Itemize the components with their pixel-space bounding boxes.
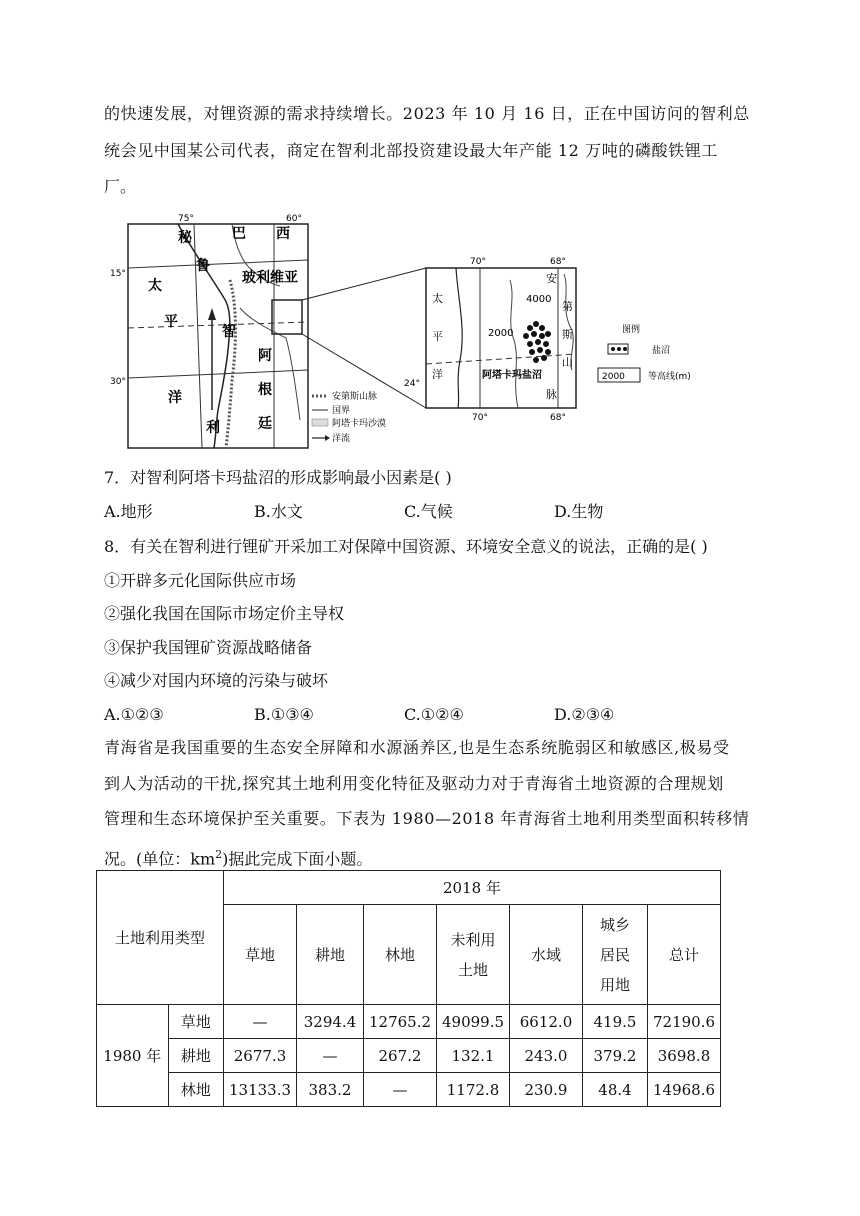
q8-item-3: ③保护我国锂矿资源战略储备 [104, 638, 313, 657]
table-cell: 72190.6 [648, 1005, 721, 1039]
right-inset-map [404, 257, 576, 423]
col-header-total: 总计 [648, 905, 721, 1005]
table-corner: 土地利用类型 [97, 871, 224, 1005]
legend-current: 洋流 [332, 434, 351, 444]
legend-salt: 盐沼 [652, 346, 671, 356]
inset-andes-5: 脉 [546, 388, 557, 401]
legend-title: 图例 [622, 325, 641, 335]
table-cell: 3294.4 [297, 1005, 364, 1039]
legend-contour: 等高线(m) [648, 372, 691, 382]
inset-lon-70-top: 70° [470, 257, 486, 267]
pacific-label-2: 平 [164, 314, 178, 330]
q7-option-c[interactable]: C.气候 [404, 502, 453, 521]
inset-lon-68-bottom: 68° [550, 413, 566, 423]
lon-75-label: 75° [178, 214, 194, 224]
pacific-label-3: 洋 [168, 390, 182, 406]
table-cell: 379.2 [583, 1039, 648, 1073]
unit-superscript: 2 [215, 848, 223, 861]
table-cell: 14968.6 [648, 1073, 721, 1107]
table-cell: 419.5 [583, 1005, 648, 1039]
row-label: 耕地 [168, 1039, 223, 1073]
q8-item-4: ④减少对国内环境的污染与破坏 [104, 671, 329, 690]
table-cell: — [297, 1039, 364, 1073]
inset-andes-4: 山 [562, 356, 573, 369]
table-row [97, 1039, 721, 1073]
inset-lon-70-bottom: 70° [472, 413, 488, 423]
row-label: 草地 [168, 1005, 223, 1039]
lon-60-label: 60° [286, 214, 302, 224]
table-row [97, 1005, 721, 1039]
para2-line-1: 青海省是我国重要的生态安全屏障和水源涵养区,也是生态系统脆弱区和敏感区,极易受 [104, 738, 730, 757]
argentina-label-1: 阿 [258, 348, 272, 364]
inset-pacific-1: 太 [432, 292, 443, 305]
bolivia-label: 玻利维亚 [242, 270, 298, 286]
q7-option-d[interactable]: D.生物 [554, 502, 604, 521]
table-cell: 230.9 [510, 1073, 583, 1107]
q7-option-a[interactable]: A.地形 [104, 502, 153, 521]
col-header-water: 水域 [510, 905, 583, 1005]
argentina-label-3: 廷 [258, 416, 272, 432]
table-cell: 243.0 [510, 1039, 583, 1073]
contour-2000-label: 2000 [488, 328, 514, 339]
col-header-grassland: 草地 [224, 905, 297, 1005]
para2-line-4-b: )据此完成下面小题。 [222, 849, 373, 869]
peru-label-1: 秘 [178, 230, 192, 246]
brazil-label-2: 西 [276, 226, 290, 242]
table-cell: 12765.2 [364, 1005, 437, 1039]
inset-andes-3: 斯 [562, 328, 573, 341]
chile-location-map [110, 210, 691, 450]
para2-line-3: 管理和生态环境保护至关重要。下表为 1980—2018 年青海省土地利用类型面积转移情 [104, 809, 750, 828]
inset-lon-68-top: 68° [550, 257, 566, 267]
table-cell: — [364, 1073, 437, 1107]
year-2018-header: 2018 年 [224, 871, 721, 905]
chile-label-2: 利 [206, 420, 220, 436]
intro-line-3: 厂。 [104, 177, 137, 196]
year-1980-header: 1980 年 [97, 1005, 169, 1107]
para2-line-4 [104, 845, 372, 869]
col-header-cropland: 耕地 [297, 905, 364, 1005]
table-cell: 132.1 [437, 1039, 510, 1073]
legend-desert: 阿塔卡玛沙漠 [332, 419, 387, 429]
q8-option-b[interactable]: B.①③④ [254, 705, 314, 724]
row-label: 林地 [168, 1073, 223, 1107]
col-header-unused-land: 未利用 土地 [437, 905, 510, 1005]
left-map-legend [312, 390, 386, 444]
q7-option-b[interactable]: B.水文 [254, 502, 303, 521]
intro-line-1: 的快速发展，对锂资源的需求持续增长。2023 年 10 月 16 日，正在中国访问的智利总 [104, 104, 750, 123]
table-cell: 2677.3 [224, 1039, 297, 1073]
q8-option-a[interactable]: A.①②③ [104, 705, 164, 724]
pacific-label-1: 太 [148, 278, 162, 294]
inset-andes-2: 第 [562, 300, 573, 313]
contour-4000-label: 4000 [526, 294, 552, 305]
q8-option-d[interactable]: D.②③④ [554, 705, 615, 724]
lat-30-label: 30° [110, 377, 126, 387]
chile-label-1: 智 [222, 324, 236, 340]
inset-pacific-2: 平 [432, 330, 443, 343]
legend-border: 国界 [332, 406, 351, 416]
table-cell: — [224, 1005, 297, 1039]
table-cell: 13133.3 [224, 1073, 297, 1107]
legend-contour-value: 2000 [602, 372, 625, 382]
salt-flat-label: 阿塔卡玛盐沼 [482, 370, 542, 381]
lat-15-label: 15° [110, 269, 126, 279]
left-overview-map [110, 214, 426, 448]
inset-pacific-3: 洋 [432, 368, 443, 381]
land-use-transfer-table [96, 870, 721, 1107]
inset-lat-24: 24° [404, 379, 420, 389]
q8-option-c[interactable]: C.①②④ [404, 705, 464, 724]
q8-item-2: ②强化我国在国际市场定价主导权 [104, 604, 345, 623]
table-cell: 6612.0 [510, 1005, 583, 1039]
brazil-label-1: 巴 [232, 226, 246, 242]
legend-andes: 安第斯山脉 [332, 392, 378, 402]
col-header-residential: 城乡 居民 用地 [583, 905, 648, 1005]
table-cell: 49099.5 [437, 1005, 510, 1039]
inset-legend [598, 323, 691, 382]
argentina-label-2: 根 [258, 382, 272, 398]
table-row [97, 1073, 721, 1107]
q8-stem: 8．有关在智利进行锂矿开采加工对保障中国资源、环境安全意义的说法，正确的是( ) [104, 537, 708, 556]
col-header-forest: 林地 [364, 905, 437, 1005]
q7-stem: 7．对智利阿塔卡玛盐沼的形成影响最小因素是( ) [104, 468, 452, 487]
inset-andes-1: 安 [546, 272, 557, 285]
table-cell: 267.2 [364, 1039, 437, 1073]
intro-line-2: 统会见中国某公司代表，商定在智利北部投资建设最大年产能 12 万吨的磷酸铁锂工 [104, 141, 718, 160]
table-cell: 1172.8 [437, 1073, 510, 1107]
table-cell: 48.4 [583, 1073, 648, 1107]
table-cell: 383.2 [297, 1073, 364, 1107]
peru-label-2: 鲁 [196, 258, 210, 274]
para2-line-2: 到人为活动的干扰,探究其土地利用变化特征及驱动力对于青海省土地资源的合理规划 [104, 774, 724, 793]
para2-line-4-a: 况。(单位：km [104, 849, 216, 869]
table-cell: 3698.8 [648, 1039, 721, 1073]
q8-item-1: ①开辟多元化国际供应市场 [104, 571, 297, 590]
